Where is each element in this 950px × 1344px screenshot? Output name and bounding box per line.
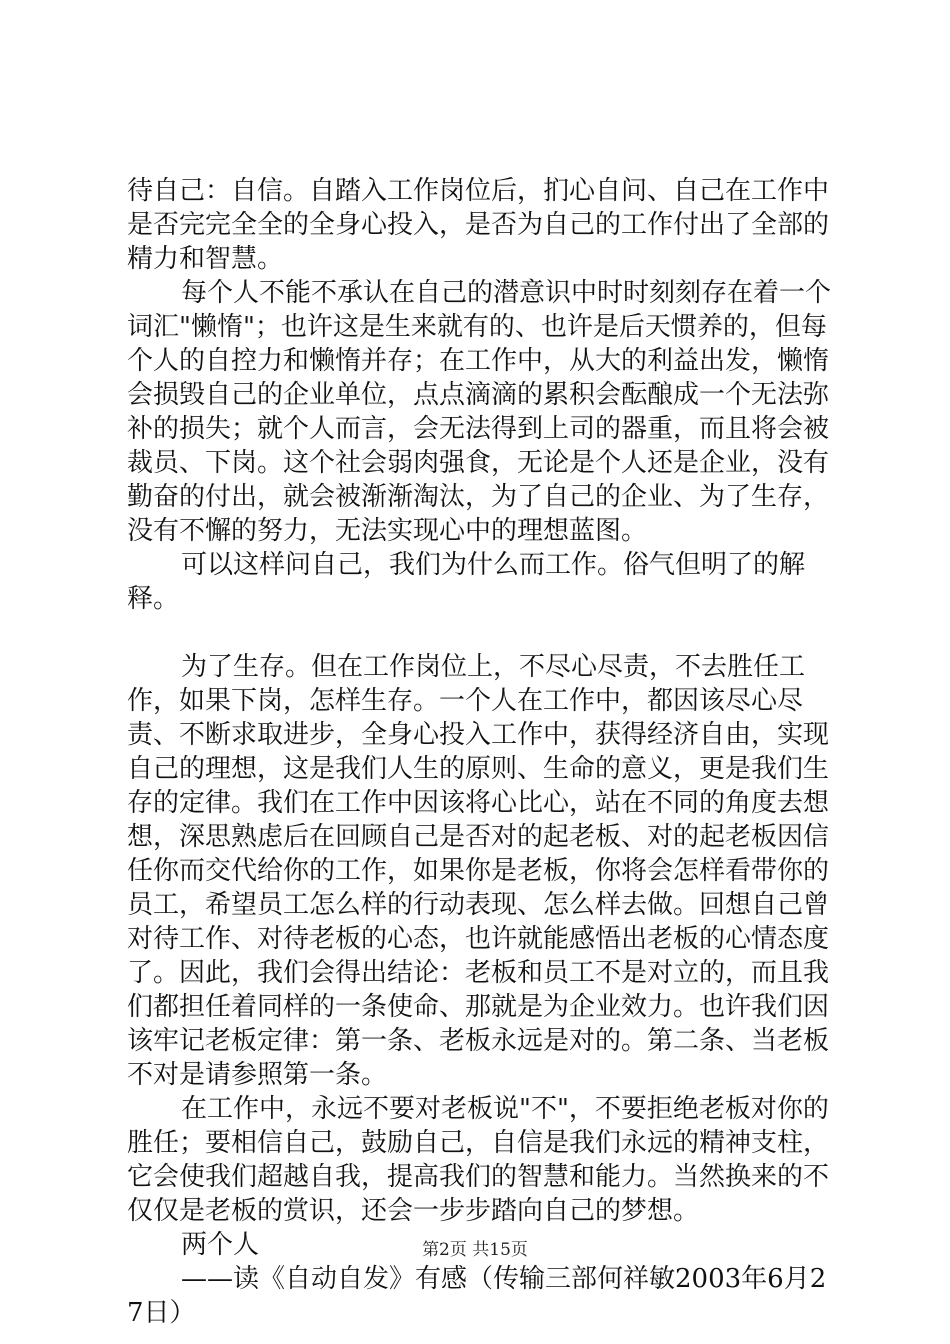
page-number: 第2页 共15页: [422, 1240, 528, 1260]
paragraph-survival: 为了生存。但在工作岗位上，不尽心尽责，不去胜任工作，如果下岗，怎样生存。一个人在工作中，都因该尽心尽责、不断求取进步，全身心投入工作中，获得经济自由，实现自己的理想，这是我们人生的原则、生命的意义，更是我们生存的定律。我们在工作中因该将心比心，站在不同的角度去想想，深思熟虑后在回顾自己是否对的起老板、对的起老板因信任你而交代给你的工作，如果你是老板，你将会怎样看带你的员工，希望员工怎么样的行动表现、怎么样去做。回想自己曾对待工作、对待老板的心态，也许就能感悟出老板的心情态度了。因此，我们会得出结论：老板和员工不是对立的，而且我们都担任着同样的一条使命、那就是为企业效力。也许我们因该牢记老板定律：第一条、老板永远是对的。第二条、当老板不对是请参照第一条。: [127, 652, 830, 1090]
paragraph-never-say-no: 在工作中，永远不要对老板说"不"，不要拒绝老板对你的胜任；要相信自己，鼓励自己，自信是我们永远的精神支柱，它会使我们超越自我，提高我们的智慧和能力。当然换来的不仅仅是老板的赏识，还会一步步踏向自己的梦想。: [127, 1094, 830, 1226]
document-body: [127, 174, 837, 1330]
section-title: 两个人: [181, 1230, 260, 1260]
paragraph-spacer: [127, 616, 837, 650]
paragraph-self-confidence: 待自己：自信。自踏入工作岗位后，扪心自问、自己在工作中是否完完全全的全身心投入，是否为自己的工作付出了全部的精力和智慧。: [127, 176, 830, 274]
section-subtitle: ——读《自动自发》有感（传输三部何祥敏2003年6月27日）: [127, 1264, 827, 1328]
paragraph-laziness: 每个人不能不承认在自己的潜意识中时时刻刻存在着一个词汇"懒惰"；也许这是生来就有的、也许是后天惯养的，但每个人的自控力和懒惰并存；在工作中，从大的利益出发，懒惰会损毁自己的企业单位，点点滴滴的累积会酝酿成一个无法弥补的损失；就个人而言，会无法得到上司的器重，而且将会被裁员、下岗。这个社会弱肉强食，无论是个人还是企业，没有勤奋的付出，就会被渐渐淘汰，为了自己的企业、为了生存，没有不懈的努力，无法实现心中的理想蓝图。: [127, 278, 832, 546]
paragraph-why-work: 可以这样问自己，我们为什么而工作。俗气但明了的解释。: [127, 550, 806, 614]
